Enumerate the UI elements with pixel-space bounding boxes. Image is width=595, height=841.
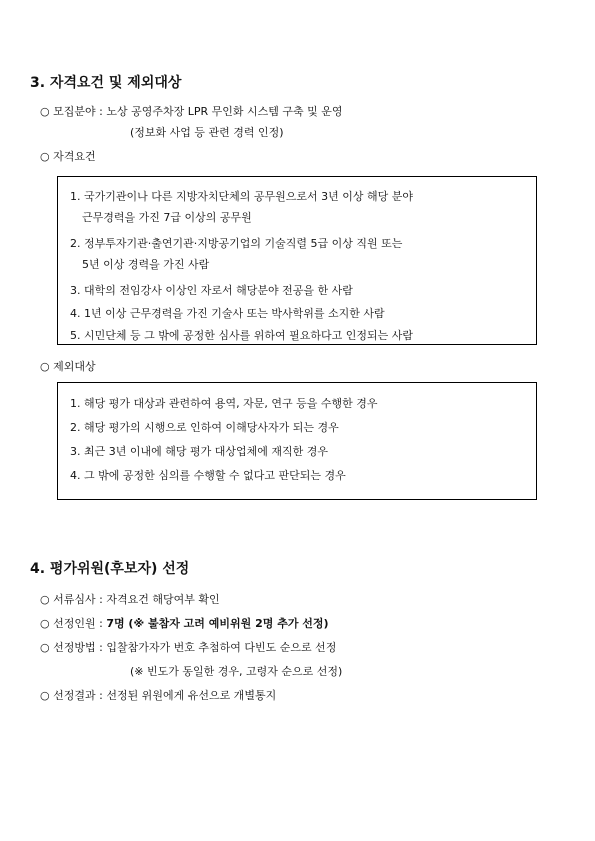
method-label: ○ 선정방법 : <box>40 641 103 654</box>
section3-title: 3. 자격요건 및 제외대상 <box>30 75 182 91</box>
result-label: ○ 선정결과 : <box>40 689 103 702</box>
method-value: 입찰참가자가 번호 추첨하여 다빈도 순으로 선정 <box>106 641 337 654</box>
review-line <box>40 593 220 607</box>
method-note: (※ 빈도가 동일한 경우, 고령자 순으로 선정) <box>130 665 343 678</box>
qualifications-box <box>57 176 537 345</box>
review-value: 자격요건 해당여부 확인 <box>106 593 220 606</box>
qualification-item: 5년 이상 경력을 가진 사람 <box>82 258 210 271</box>
qualifications-header: ○ 자격요건 <box>40 150 96 163</box>
count-line <box>40 617 329 631</box>
result-value: 선정된 위원에게 유선으로 개별통지 <box>106 689 277 702</box>
review-label: ○ 서류심사 : <box>40 593 103 606</box>
exclusions-header: ○ 제외대상 <box>40 360 96 373</box>
recruit-value: 노상 공영주차장 LPR 무인화 시스템 구축 및 운영 <box>106 105 343 118</box>
qualification-item: 5. 시민단체 등 그 밖에 공정한 심사를 위하여 필요하다고 인정되는 사람 <box>70 329 413 342</box>
exclusion-item: 2. 해당 평가의 시행으로 인하여 이해당사자가 되는 경우 <box>70 421 339 434</box>
recruit-note: (정보화 사업 등 관련 경력 인정) <box>130 126 284 139</box>
bullet-circle-icon: ○ <box>40 105 50 118</box>
count-value: 7명 (※ 불참자 고려 예비위원 2명 추가 선정) <box>106 617 329 630</box>
qualification-item: 2. 정부투자기관·출연기관·지방공기업의 기술직렬 5급 이상 직원 또는 <box>70 237 403 250</box>
recruit-field-line <box>40 105 342 119</box>
exclusions-box <box>57 382 537 500</box>
qualification-item: 1. 국가기관이나 다른 지방자치단체의 공무원으로서 3년 이상 해당 분야 <box>70 190 413 203</box>
exclusion-item: 1. 해당 평가 대상과 관련하여 용역, 자문, 연구 등을 수행한 경우 <box>70 397 378 410</box>
qualification-item: 근무경력을 가진 7급 이상의 공무원 <box>82 211 252 224</box>
exclusion-item: 4. 그 밖에 공정한 심의를 수행할 수 없다고 판단되는 경우 <box>70 469 346 482</box>
qualification-item: 3. 대학의 전임강사 이상인 자로서 해당분야 전공을 한 사람 <box>70 284 353 297</box>
recruit-label: 모집분야 : <box>53 105 103 118</box>
exclusion-item: 3. 최근 3년 이내에 해당 평가 대상업체에 재직한 경우 <box>70 445 328 458</box>
qualification-item: 4. 1년 이상 근무경력을 가진 기술사 또는 박사학위를 소지한 사람 <box>70 307 385 320</box>
section4-title: 4. 평가위원(후보자) 선정 <box>30 561 190 577</box>
method-line <box>40 641 336 655</box>
count-label: ○ 선정인원 : <box>40 617 103 630</box>
result-line <box>40 689 276 703</box>
